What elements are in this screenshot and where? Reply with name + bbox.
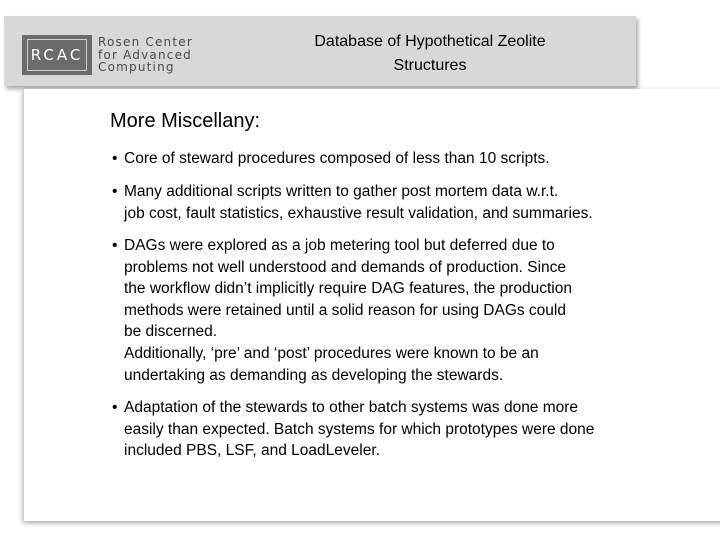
logo-line: Rosen Center bbox=[98, 35, 193, 49]
bullet-line: Many additional scripts written to gather post mortem data w.r.t. bbox=[124, 183, 559, 200]
slide-title-line-2: Structures bbox=[393, 57, 467, 74]
section-heading: More Miscellany: bbox=[110, 110, 261, 132]
bullet-line: Additionally, ‘pre’ and ‘post’ procedures were known to be an bbox=[124, 344, 539, 362]
bullet-line: DAGs were explored as a job metering tool but deferred due to bbox=[124, 237, 555, 254]
bullet-item bbox=[112, 181, 702, 224]
bullet-item bbox=[112, 397, 702, 462]
slide-title bbox=[250, 30, 610, 78]
logo-line: for Advanced bbox=[98, 47, 192, 62]
bullet-item bbox=[112, 148, 702, 170]
bullet-line: included PBS, LSF, and LoadLeveler. bbox=[124, 442, 380, 460]
bullet-line: problems not well understood and demands of production. Since bbox=[124, 258, 567, 276]
bullet-marker: • bbox=[112, 399, 118, 416]
bullet-line: methods were retained until a solid reason for using DAGs could bbox=[124, 301, 566, 319]
bullet-line: Adaptation of the stewards to other batch systems was done more bbox=[124, 399, 579, 416]
bullet-line: be discerned. bbox=[124, 323, 218, 341]
bullet-line: easily than expected. Batch systems for which prototypes were done bbox=[124, 420, 595, 438]
slide-title-line-1: Database of Hypothetical Zeolite bbox=[314, 33, 546, 50]
bullet-marker: • bbox=[112, 183, 118, 200]
bullet-line: the workflow didn’t implicitly require DAG features, the production bbox=[124, 280, 572, 298]
bullet-marker: • bbox=[112, 237, 118, 254]
logo-letters: RCAC bbox=[30, 46, 84, 64]
bullet-marker: • bbox=[112, 150, 118, 167]
bullet-line: Core of steward procedures composed of less than 10 scripts. bbox=[124, 150, 550, 167]
bullet-line: undertaking as demanding as developing the stewards. bbox=[124, 366, 504, 384]
logo-box bbox=[22, 35, 92, 75]
rcac-logo bbox=[22, 35, 212, 75]
logo-line: Computing bbox=[98, 60, 175, 74]
bullet-item bbox=[112, 235, 702, 386]
bullet-line: job cost, fault statistics, exhaustive result validation, and summaries. bbox=[124, 204, 593, 222]
logo-text bbox=[98, 36, 193, 74]
